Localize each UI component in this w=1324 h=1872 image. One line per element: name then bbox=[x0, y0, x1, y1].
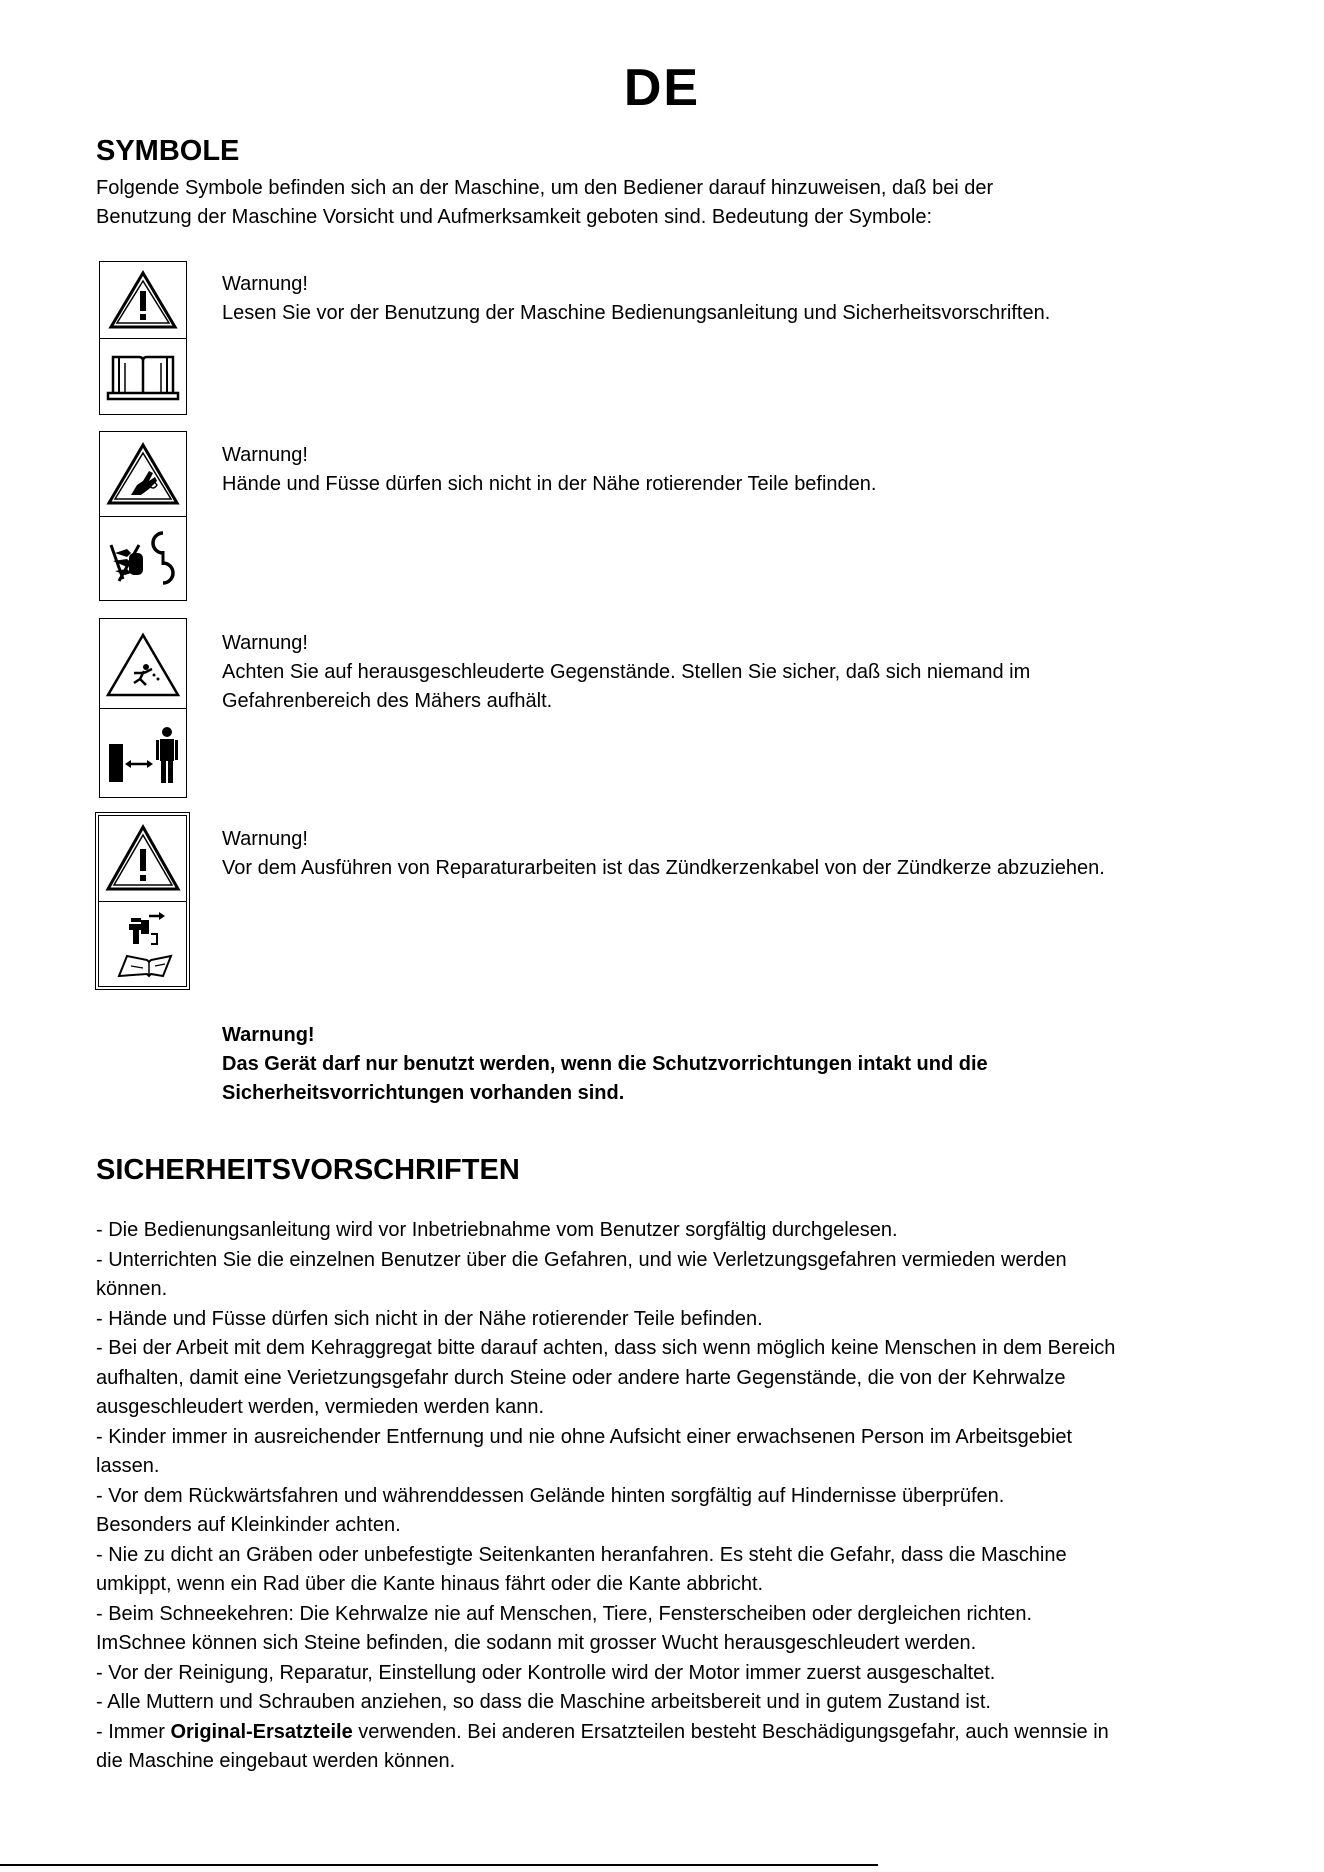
rule-line: umkippt, wenn ein Rad über die Kante hinaus fährt oder die Kante abbricht. bbox=[96, 1573, 764, 1595]
rule-prefix: - Immer bbox=[96, 1720, 171, 1743]
warning-line: Vor dem Ausführen von Reparaturarbeiten ist das Zündkerzenkabel von der Zündkerze abzuziehen. bbox=[222, 857, 1105, 879]
rule-line: können. bbox=[96, 1278, 168, 1300]
rule-line-original-parts bbox=[96, 1718, 1246, 1748]
final-warning-line: Sicherheitsvorrichtungen vorhanden sind. bbox=[222, 1082, 625, 1104]
rule-line: - Bei der Arbeit mit dem Kehraggregat bitte darauf achten, dass sich wenn möglich keine Menschen in dem Bereich bbox=[96, 1337, 1116, 1359]
keep-distance-icon bbox=[100, 708, 186, 797]
rule-line: ImSchnee können sich Steine befinden, die sodann mit grosser Wucht herausgeschleudert werden. bbox=[96, 1632, 977, 1654]
symbol-box-thrown-objects bbox=[99, 618, 187, 798]
rule-line: - Die Bedienungsanleitung wird vor Inbetriebnahme vom Benutzer sorgfältig durchgelesen. bbox=[96, 1219, 898, 1241]
rule-line: - Vor der Reinigung, Reparatur, Einstellung oder Kontrolle wird der Motor immer zuerst ausgeschaltet. bbox=[96, 1661, 996, 1684]
rule-line: - Vor dem Rückwärtsfahren und währenddessen Gelände hinten sorgfältig auf Hindernisse überprüfen. bbox=[96, 1484, 1005, 1507]
rule-line: ausgeschleudert werden, vermieden werden kann. bbox=[96, 1396, 545, 1418]
warning-title: Warnung! bbox=[222, 632, 308, 654]
warning-line: Gefahrenbereich des Mähers aufhält. bbox=[222, 690, 553, 712]
spark-plug-manual-icon bbox=[99, 901, 186, 986]
language-code: DE bbox=[623, 59, 701, 117]
warning-title: Warnung! bbox=[222, 828, 308, 850]
rule-line: - Unterrichten Sie die einzelnen Benutzer über die Gefahren, und wie Verletzungsgefahren vermieden werden bbox=[96, 1248, 1067, 1271]
final-warning-line: Das Gerät darf nur benutzt werden, wenn die Schutzvorrichtungen intakt und die bbox=[222, 1053, 988, 1075]
warning-line: Achten Sie auf herausgeschleuderte Gegenstände. Stellen Sie sicher, daß sich niemand im bbox=[222, 661, 1031, 683]
warning-title: Warnung! bbox=[222, 273, 308, 295]
symbol-box-rotating-parts bbox=[99, 431, 187, 601]
rule-line: - Kinder immer in ausreichender Entfernung und nie ohne Aufsicht einer erwachsenen Person im Arbeitsgebiet bbox=[96, 1425, 1073, 1448]
manual-book-icon bbox=[100, 338, 186, 414]
rule-line: die Maschine eingebaut werden können. bbox=[96, 1750, 456, 1772]
thrown-objects-triangle-icon bbox=[100, 619, 186, 708]
warning-text-4 bbox=[222, 825, 1232, 883]
symbols-intro bbox=[96, 174, 1236, 232]
safety-rules bbox=[96, 1216, 1246, 1777]
footer-rule bbox=[0, 1864, 878, 1866]
rule-line: - Hände und Füsse dürfen sich nicht in der Nähe rotierender Teile befinden. bbox=[96, 1307, 763, 1330]
warning-text-2 bbox=[222, 441, 1232, 499]
rule-line: lassen. bbox=[96, 1455, 160, 1477]
rule-line: - Alle Muttern und Schrauben anziehen, so dass die Maschine arbeitsbereit und in gutem Zustand ist. bbox=[96, 1691, 991, 1713]
warning-triangle-icon bbox=[100, 262, 186, 338]
symbols-heading: SYMBOLE bbox=[96, 135, 240, 167]
final-warning-title: Warnung! bbox=[222, 1024, 315, 1046]
rule-line: - Beim Schneekehren: Die Kehrwalze nie auf Menschen, Tiere, Fensterscheiben oder dergleichen richten. bbox=[96, 1602, 1033, 1625]
rule-line: - Nie zu dicht an Gräben oder unbefestigte Seitenkanten heranfahren. Es steht die Gefahr, dass die Maschine bbox=[96, 1543, 1067, 1566]
warning-line: Hände und Füsse dürfen sich nicht in der Nähe rotierender Teile befinden. bbox=[222, 473, 877, 495]
rule-line: Besonders auf Kleinkinder achten. bbox=[96, 1514, 401, 1536]
symbol-box-read-manual bbox=[99, 261, 187, 415]
final-warning bbox=[222, 1021, 1122, 1108]
intro-line: Folgende Symbole befinden sich an der Maschine, um den Bediener darauf hinzuweisen, daß bei der bbox=[96, 177, 994, 199]
warning-triangle-icon bbox=[99, 816, 186, 901]
rule-bold-original-parts: Original-Ersatzteile bbox=[170, 1720, 353, 1743]
hand-hazard-triangle-icon bbox=[100, 432, 186, 516]
warning-line: Lesen Sie vor der Benutzung der Maschine Bedienungsanleitung und Sicherheitsvorschriften. bbox=[222, 302, 1051, 324]
intro-line: Benutzung der Maschine Vorsicht und Aufmerksamkeit geboten sind. Bedeutung der Symbole: bbox=[96, 206, 933, 228]
safety-heading: SICHERHEITSVORSCHRIFTEN bbox=[96, 1154, 520, 1186]
rotating-parts-icon bbox=[100, 516, 186, 600]
warning-text-3 bbox=[222, 629, 1232, 716]
rule-line: aufhalten, damit eine Verietzungsgefahr durch Steine oder andere harte Gegenstände, die von der Kehrwalze bbox=[96, 1366, 1066, 1389]
symbol-box-spark-plug bbox=[95, 812, 190, 990]
warning-title: Warnung! bbox=[222, 444, 308, 466]
rule-suffix: verwenden. Bei anderen Ersatzteilen besteht Beschädigungsgefahr, auch wennsie in bbox=[352, 1720, 1109, 1743]
warning-text-1 bbox=[222, 270, 1232, 328]
